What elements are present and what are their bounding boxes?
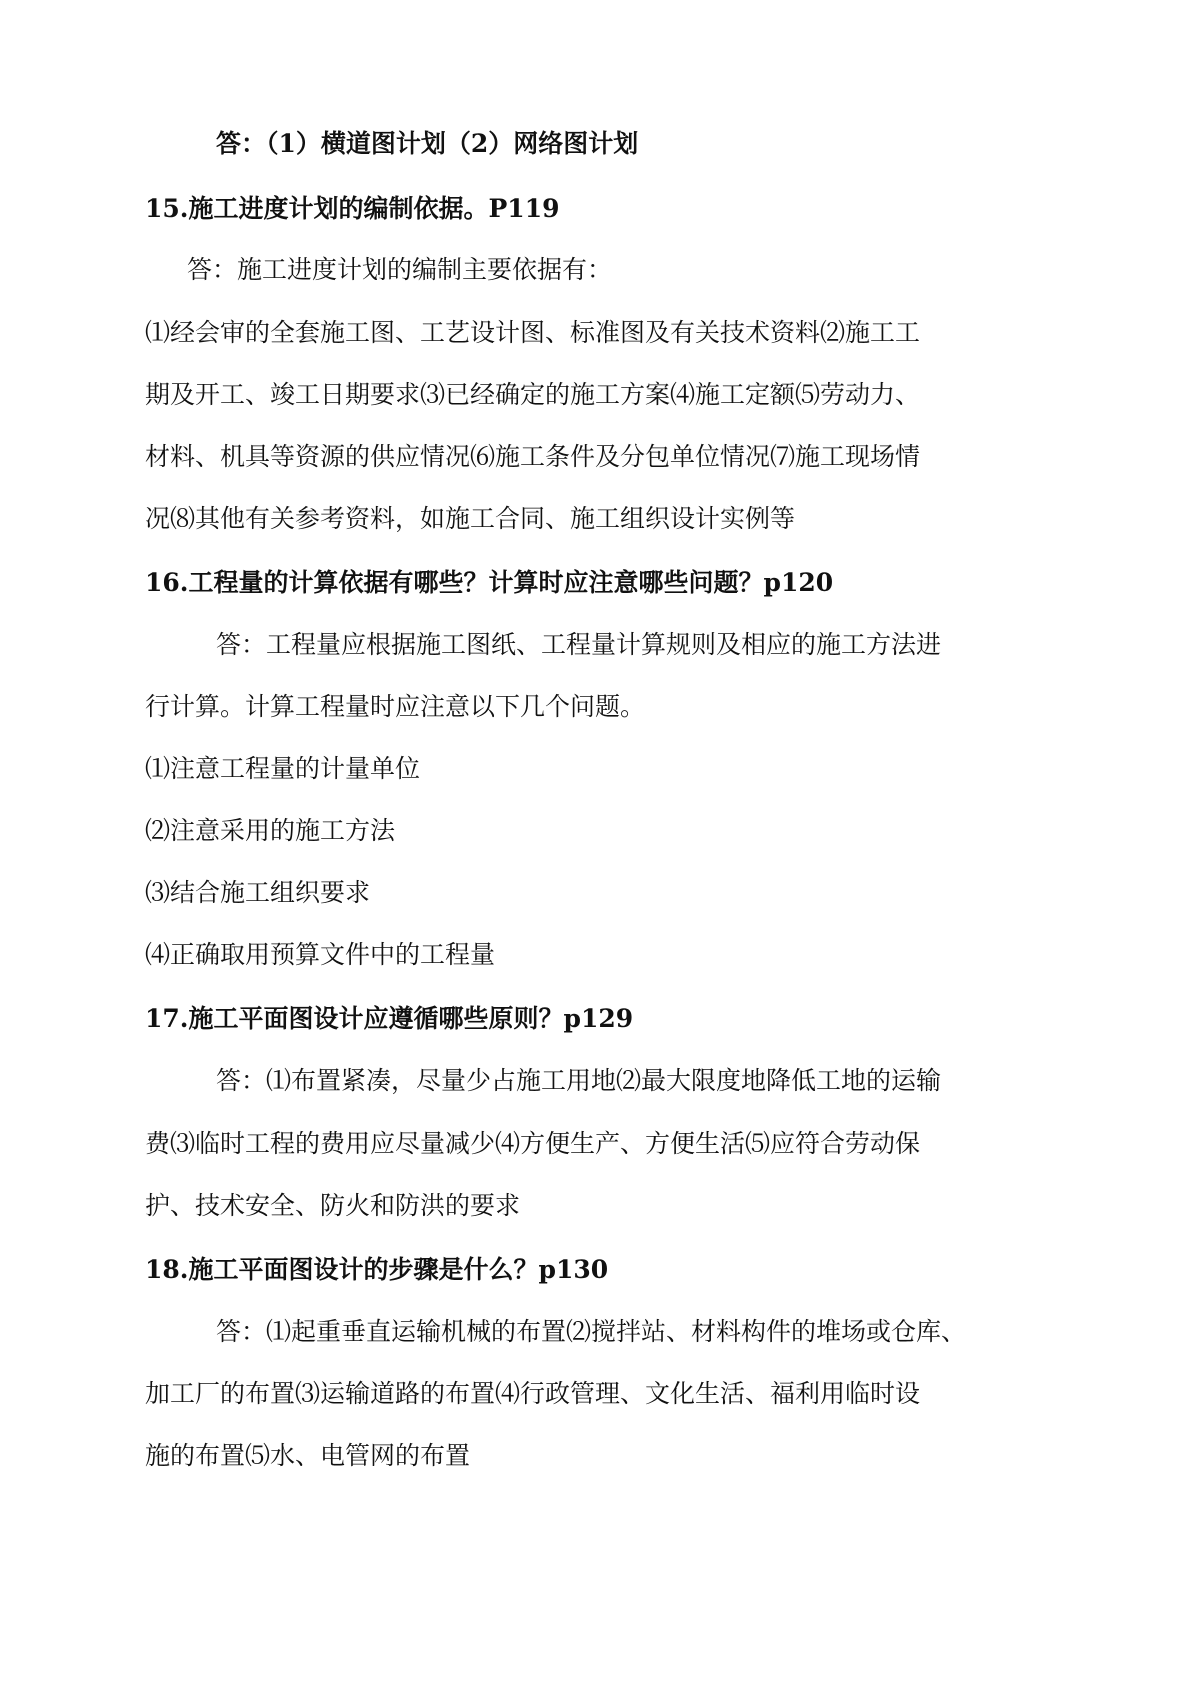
question-16-list-item: ⑵注意采用的施工方法	[145, 816, 396, 845]
question-16-answer-line: 答：工程量应根据施工图纸、工程量计算规则及相应的施工方法进	[216, 630, 942, 659]
question-15-title: 15.施工进度计划的编制依据。P119	[145, 194, 560, 223]
question-18-answer-line: 施的布置⑸水、电管网的布置	[145, 1441, 471, 1470]
question-16-list-item: ⑷正确取用预算文件中的工程量	[145, 940, 496, 969]
question-18-title: 18.施工平面图设计的步骤是什么？p130	[145, 1255, 609, 1284]
question-16-list-item: ⑴注意工程量的计量单位	[145, 754, 421, 783]
question-16-title: 16.工程量的计算依据有哪些？计算时应注意哪些问题？p120	[145, 568, 834, 597]
question-17-answer-line: 护、技术安全、防火和防洪的要求	[145, 1191, 521, 1220]
question-17-answer-line: 答：⑴布置紧凑，尽量少占施工用地⑵最大限度地降低工地的运输	[216, 1066, 942, 1095]
question-15-answer-line: 材料、机具等资源的供应情况⑹施工条件及分包单位情况⑺施工现场情	[145, 442, 921, 471]
question-15-answer-line: 况⑻其他有关参考资料，如施工合同、施工组织设计实例等	[145, 504, 796, 533]
question-18-answer-line: 答：⑴起重垂直运输机械的布置⑵搅拌站、材料构件的堆场或仓库、	[216, 1317, 967, 1346]
question-15-answer-intro: 答：施工进度计划的编制主要依据有：	[187, 255, 613, 284]
previous-answer: 答：（1）横道图计划（2）网络图计划	[216, 129, 639, 158]
question-16-list-item: ⑶结合施工组织要求	[145, 878, 371, 907]
question-18-answer-line: 加工厂的布置⑶运输道路的布置⑷行政管理、文化生活、福利用临时设	[145, 1379, 921, 1408]
question-16-answer-line: 行计算。计算工程量时应注意以下几个问题。	[145, 692, 646, 721]
question-15-answer-line: ⑴经会审的全套施工图、工艺设计图、标准图及有关技术资料⑵施工工	[145, 318, 921, 347]
question-17-answer-line: 费⑶临时工程的费用应尽量减少⑷方便生产、方便生活⑸应符合劳动保	[145, 1129, 921, 1158]
question-17-title: 17.施工平面图设计应遵循哪些原则？p129	[145, 1004, 634, 1033]
question-15-answer-line: 期及开工、竣工日期要求⑶已经确定的施工方案⑷施工定额⑸劳动力、	[145, 380, 921, 409]
